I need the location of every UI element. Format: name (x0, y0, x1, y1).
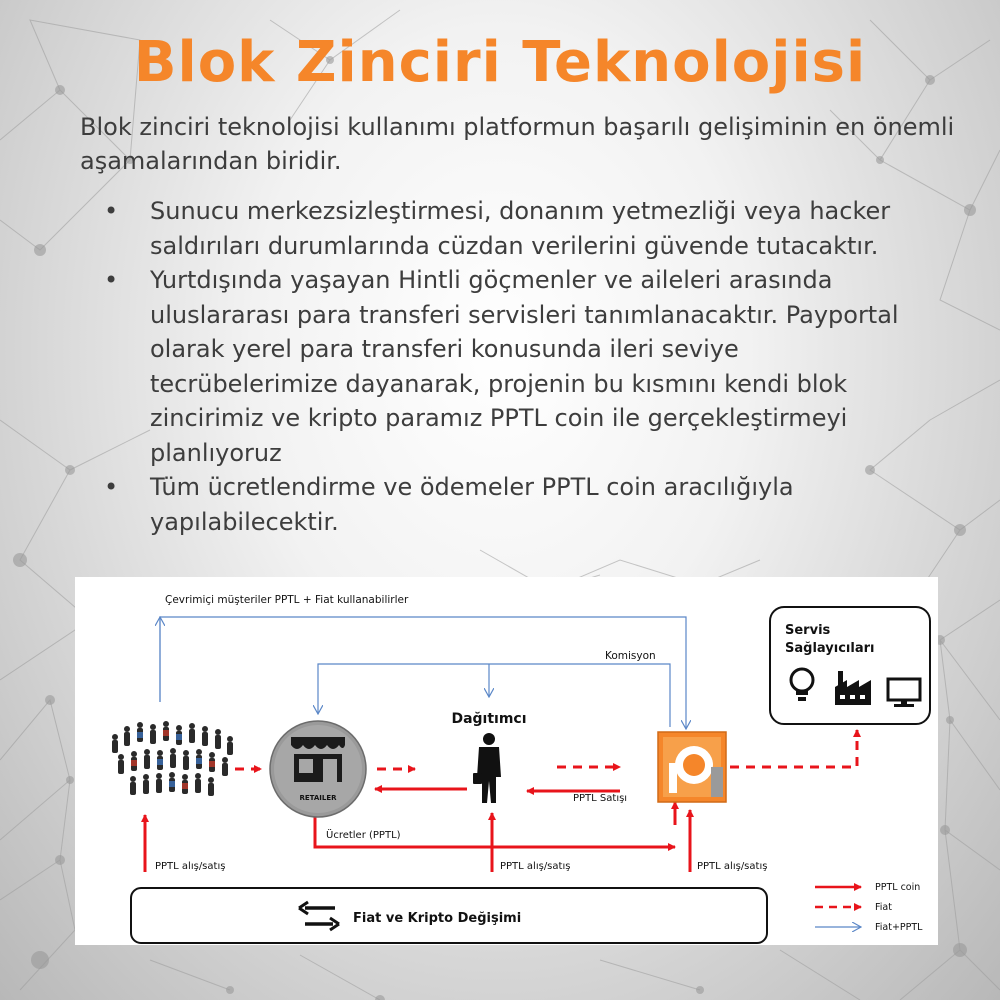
bullet-list (100, 194, 900, 539)
legend-fiat-pptl-label: Fiat+PPTL (875, 922, 923, 933)
fees-label: Ücretler (PPTL) (326, 830, 401, 841)
pptl-sale-label: PPTL Satışı (573, 793, 628, 804)
buy-sell-label-payportal: PPTL alış/satış (697, 861, 768, 872)
legend-pptl-label: PPTL coin (875, 882, 921, 893)
fiat-pptl-lines (160, 617, 686, 729)
online-customers-label: Çevrimiçi müşteriler PPTL + Fiat kullanabilirler (165, 594, 409, 606)
commission-label: Komisyon (605, 650, 656, 662)
buy-sell-label-customers: PPTL alış/satış (155, 861, 226, 872)
bullet-item: • Yurtdışında yaşayan Hintli göçmenler ve aileleri arasında uluslararası para transferi servisleri tanımlanacaktır. Payportal olarak yerel para transferi konusunda ileri seviye tecrübelerimize dayanarak, projenin bu kısmını kendi blok zincirimiz ve kripto paramız PPTL coin ile gerçekleştirmeyi planlıyoruz (100, 263, 900, 470)
blockchain-flow-diagram (75, 577, 938, 945)
bullet-item: • Tüm ücretlendirme ve ödemeler PPTL coin aracılığıyla yapılabilecektir. (100, 470, 900, 539)
retailer-icon (270, 721, 366, 817)
payportal-logo-icon (658, 732, 726, 802)
legend (815, 882, 923, 933)
bullet-item: • Sunucu merkezsizleştirmesi, donanım yetmezliği veya hacker saldırıları durumlarında cüzdan verilerini güvende tutacaktır. (100, 194, 900, 263)
legend-fiat-label: Fiat (875, 902, 892, 913)
service-providers-title-line2: Sağlayıcıları (785, 641, 875, 656)
distributor-person-icon (473, 733, 501, 803)
exchange-label: Fiat ve Kripto Değişimi (353, 911, 522, 926)
page-title: Blok Zinciri Teknolojisi (133, 30, 867, 95)
intro-text: Blok zinciri teknolojisi kullanımı platformun başarılı gelişiminin en önemli aşamalarından biridir. (80, 113, 955, 175)
retailer-label: RETAILER (299, 794, 337, 802)
customers-crowd-icon (112, 721, 233, 796)
buy-sell-label-distributor: PPTL alış/satış (500, 861, 571, 872)
service-providers-title-line1: Servis (785, 623, 831, 638)
distributor-label: Dağıtımcı (451, 711, 527, 727)
